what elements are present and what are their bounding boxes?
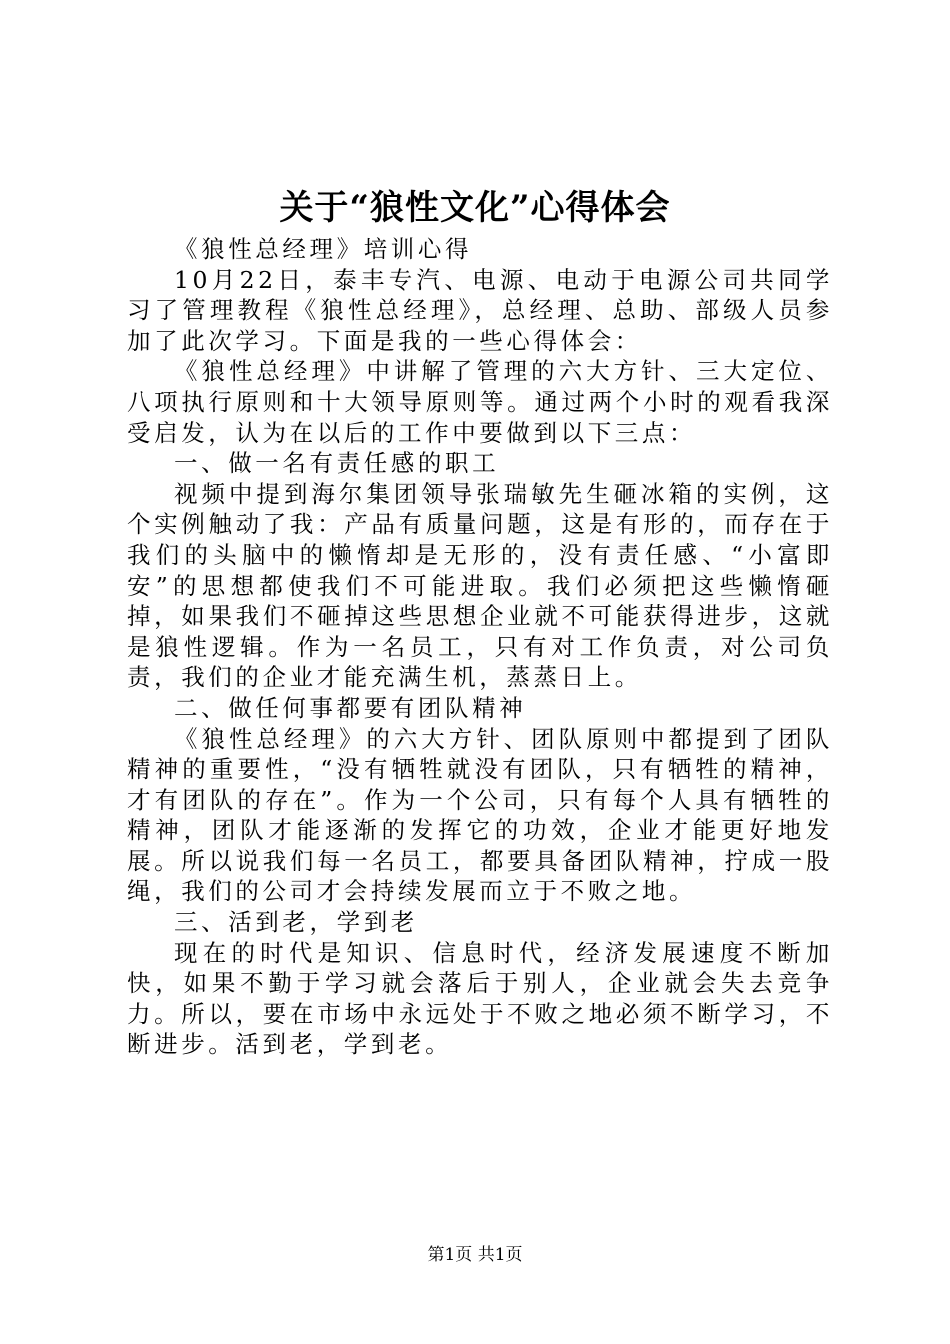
section-heading-3: 三、活到老，学到老 [174,908,418,937]
paragraph-section-1: 视频中提到海尔集团领导张瑞敏先生砸冰箱的实例，这个实例触动了我：产品有质量问题，这是有形的，而存在于我们的头脑中的懒惰却是无形的，没有责任感、“小富即安”的思想都使我们不可能进取。我们必须把这些懒惰砸掉，如果我们不砸掉这些思想企业就不可能获得进步，这就是狼性逻辑。作为一名员工，只有对工作负责，对公司负责，我们的企业才能充满生机，蒸蒸日上。 [127,479,833,692]
paragraph-section-3: 现在的时代是知识、信息时代，经济发展速度不断加快，如果不勤于学习就会落后于别人，企业就会失去竞争力。所以，要在市场中永远处于不败之地必须不断学习，不断进步。活到老，学到老。 [127,938,833,1059]
paragraph-intro: 10月22日，泰丰专汽、电源、电动于电源公司共同学习了管理教程《狼性总经理》，总经理、总助、部级人员参加了此次学习。下面是我的一些心得体会： [127,265,833,355]
paragraph-section-2: 《狼性总经理》的六大方针、团队原则中都提到了团队精神的重要性，“没有牺牲就没有团队，只有牺牲的精神，才有团队的存在”。作为一个公司，只有每个人具有牺牲的精神，团队才能逐渐的发挥它的功效，企业才能更好地发展。所以说我们每一名员工，都要具备团队精神，拧成一股绳，我们的公司才会持续发展而立于不败之地。 [127,724,833,906]
document-body [127,234,833,1060]
section-heading-2: 二、做任何事都要有团队精神 [174,693,527,722]
page-title: 关于“狼性文化”心得体会 [279,188,671,228]
paragraph-overview: 《狼性总经理》中讲解了管理的六大方针、三大定位、八项执行原则和十大领导原则等。通过两个小时的观看我深受启发，认为在以后的工作中要做到以下三点： [127,357,833,447]
page-footer: 第1页 共1页 [427,1245,523,1265]
section-heading-1: 一、做一名有责任感的职工 [174,449,500,478]
paragraph-subtitle: 《狼性总经理》培训心得 [174,235,473,263]
